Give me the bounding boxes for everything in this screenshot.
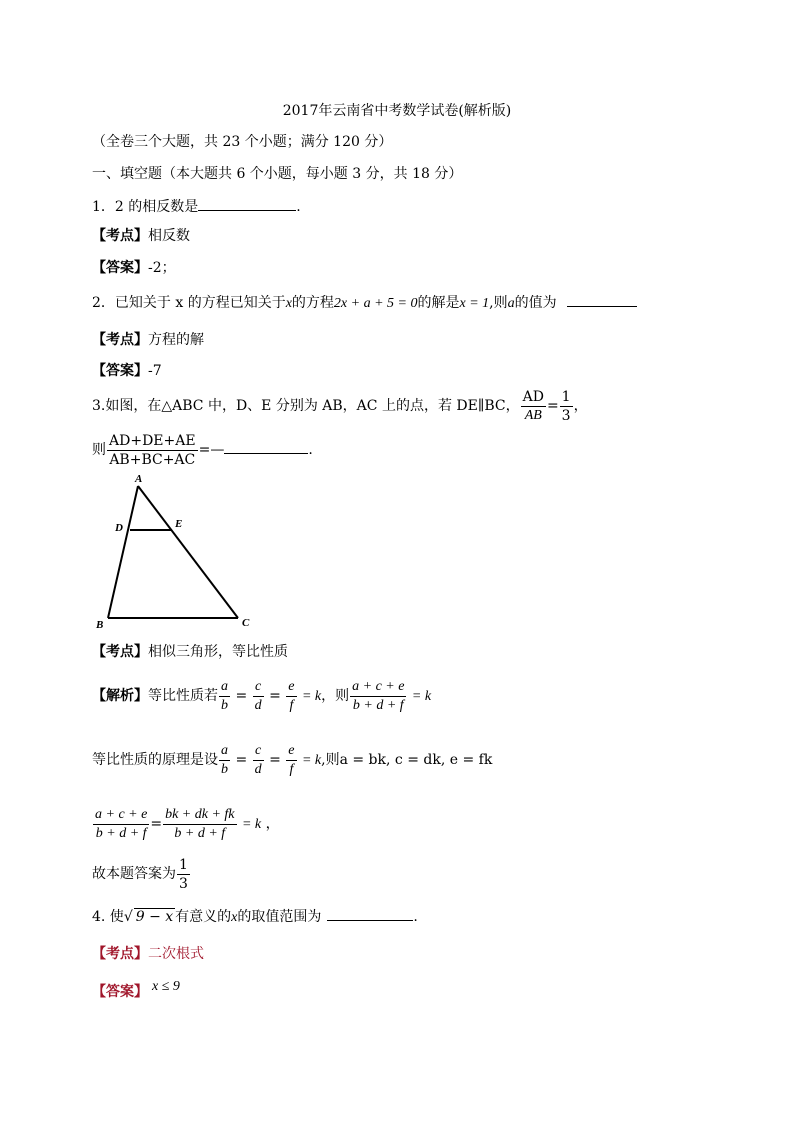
question-4 — [92, 906, 418, 928]
kaodian-label: 【考点】 — [92, 228, 148, 244]
kaodian-label: 【考点】 — [92, 946, 148, 962]
numerator: AD+DE+AE — [109, 432, 196, 449]
fraction-e-f — [286, 742, 296, 779]
denominator: 3 — [179, 875, 188, 892]
section-heading: 一、填空题（本大题共 6 个小题，每小题 3 分，共 18 分） — [92, 166, 463, 182]
one-third-fraction — [560, 388, 573, 425]
kaodian-text: 相反数 — [148, 228, 190, 244]
denominator: AB+BC+AC — [109, 451, 196, 468]
numerator: 1 — [561, 388, 571, 405]
punctuation: ， — [265, 816, 280, 832]
q3-kaodian — [92, 642, 288, 662]
final-text: 故本题答案为 — [92, 866, 176, 882]
ratio-fraction — [521, 388, 546, 425]
stem-text: ,则 — [321, 752, 340, 768]
fraction-e-f — [286, 678, 296, 715]
numerator: a — [219, 742, 230, 761]
answer-blank — [567, 292, 637, 307]
equals: = — [198, 442, 211, 458]
sqrt-sign: √ — [123, 909, 133, 925]
fraction-a-b — [219, 742, 230, 779]
numerator: e — [286, 678, 296, 697]
label-a: A — [135, 473, 143, 485]
label-b: B — [96, 619, 104, 631]
punctuation: . — [413, 909, 418, 925]
stem-text: ，则 — [321, 688, 350, 704]
jiexi-text: 等比性质若 — [148, 688, 218, 704]
numerator: a — [219, 678, 230, 697]
page-title: 2017年云南省中考数学试卷(解析版) — [282, 103, 512, 119]
denominator: b + d + f — [95, 825, 147, 841]
numerator: c — [253, 678, 264, 697]
variable: a — [507, 296, 515, 311]
principle-text: 等比性质的原理是设 — [92, 752, 218, 768]
stem-text: 的解是 — [417, 295, 460, 311]
q2-kaodian — [92, 330, 204, 350]
q3-jiexi: 【解析】等比性质若 $\frac{a}{b}$ = $\frac{c}{d}$ = $\frac{e}{f}$ = k，则 $\frac{a + c + e}{b + d + f}$ = k — [92, 678, 432, 713]
radicand: 9 − x — [135, 909, 174, 925]
denominator: d — [254, 761, 262, 777]
punctuation: ， — [573, 398, 588, 414]
denominator: b + d + f — [174, 825, 226, 841]
equals-k: = k — [411, 689, 432, 704]
kaodian-text: 二次根式 — [148, 946, 204, 962]
denominator: AB — [524, 407, 542, 423]
fraction-sum — [93, 806, 149, 843]
answer-text: x ≤ 9 — [152, 979, 180, 994]
answer-text: -7 — [148, 363, 162, 379]
principle-result: a = bk, c = dk, e = fk — [339, 752, 493, 768]
triangle-figure — [90, 470, 260, 632]
dash: — — [210, 442, 225, 458]
stem-text: 的取值范围为 — [237, 909, 322, 925]
label-c: C — [242, 617, 250, 629]
stem-text: 的方程 — [291, 295, 334, 311]
equation: 2x + a + 5 = 0 — [333, 296, 418, 311]
question-1 — [92, 196, 301, 217]
side-ac — [138, 486, 238, 618]
numerator: AD — [522, 388, 544, 405]
fraction-a-b — [219, 678, 230, 715]
question-2-stem: 2．已知关于 x 的方程已知关于 — [92, 295, 286, 311]
question-3-ask — [92, 430, 313, 470]
q1-kaodian — [92, 226, 190, 246]
q4-kaodian — [92, 944, 204, 964]
denominator: b — [221, 761, 228, 777]
question-3 — [92, 386, 588, 426]
kaodian-label: 【考点】 — [92, 332, 148, 348]
q3-chain: $\frac{a + c + e}{b + d + f}$ = $\frac{bk + dk + fk}{b + d + f}$ = k ， — [95, 806, 280, 841]
equals: = — [546, 398, 559, 414]
punctuation: . — [308, 442, 313, 458]
numerator: a + c + e — [93, 806, 149, 825]
answer-label: 【答案】 — [92, 363, 148, 379]
question-1-stem: 1．2 的相反数是 — [92, 199, 199, 215]
answer-blank — [327, 906, 413, 921]
stem-text: 有意义的 — [175, 909, 232, 925]
jiexi-label: 【解析】 — [92, 688, 148, 704]
q2-answer — [92, 361, 162, 381]
equals-k: = k — [301, 753, 322, 768]
denominator: f — [289, 761, 294, 777]
kaodian-label: 【考点】 — [92, 644, 148, 660]
variable: x — [231, 910, 238, 925]
solution: x = 1 — [459, 296, 490, 311]
fraction-sum — [350, 678, 406, 715]
equals-k: = k — [301, 689, 322, 704]
label-e: E — [175, 518, 183, 530]
answer-blank — [224, 439, 308, 454]
numerator: 1 — [179, 856, 188, 873]
fraction-k-sum — [163, 806, 236, 843]
label-d: D — [115, 522, 123, 534]
kaodian-text: 相似三角形，等比性质 — [148, 644, 288, 660]
denominator: b + d + f — [352, 697, 404, 713]
stem-text: ,则 — [489, 295, 508, 311]
stem-text: 则 — [92, 442, 106, 458]
answer-label: 【答案】 — [92, 984, 148, 1000]
answer-text: -2； — [148, 260, 176, 276]
equals-k: = k — [241, 817, 262, 832]
side-ab — [108, 486, 138, 618]
numerator: c — [253, 742, 264, 761]
q3-principle: 等比性质的原理是设 $\frac{a}{b}$ = $\frac{c}{d}$ = $\frac{e}{f}$ = k,则a = bk, c = dk, e = fk — [92, 742, 493, 777]
q1-answer — [92, 258, 176, 278]
kaodian-text: 方程的解 — [148, 332, 204, 348]
variable: x — [285, 296, 292, 311]
denominator: f — [289, 697, 294, 713]
fraction-c-d — [253, 742, 264, 779]
exam-info: （全卷三个大题，共 23 个小题；满分 120 分） — [92, 134, 393, 150]
punctuation: . — [296, 199, 301, 215]
question-2 — [92, 292, 637, 314]
denominator: b — [221, 697, 228, 713]
perimeter-ratio-fraction — [107, 432, 198, 469]
stem-text: 的值为 — [514, 295, 557, 311]
numerator: e — [286, 742, 296, 761]
denominator: 3 — [561, 407, 571, 424]
q3-final — [92, 854, 191, 894]
q4-answer — [92, 979, 180, 1003]
fraction-c-d — [253, 678, 264, 715]
answer-blank — [198, 196, 296, 211]
question-3-stem: 3.如图，在△ABC 中，D、E 分别为 AB，AC 上的点，若 DE∥BC， — [92, 398, 520, 414]
final-fraction — [177, 856, 190, 893]
numerator: a + c + e — [350, 678, 406, 697]
question-4-stem: 4. 使 — [92, 909, 124, 925]
numerator: bk + dk + fk — [163, 806, 236, 825]
answer-label: 【答案】 — [92, 260, 148, 276]
denominator: d — [254, 697, 262, 713]
